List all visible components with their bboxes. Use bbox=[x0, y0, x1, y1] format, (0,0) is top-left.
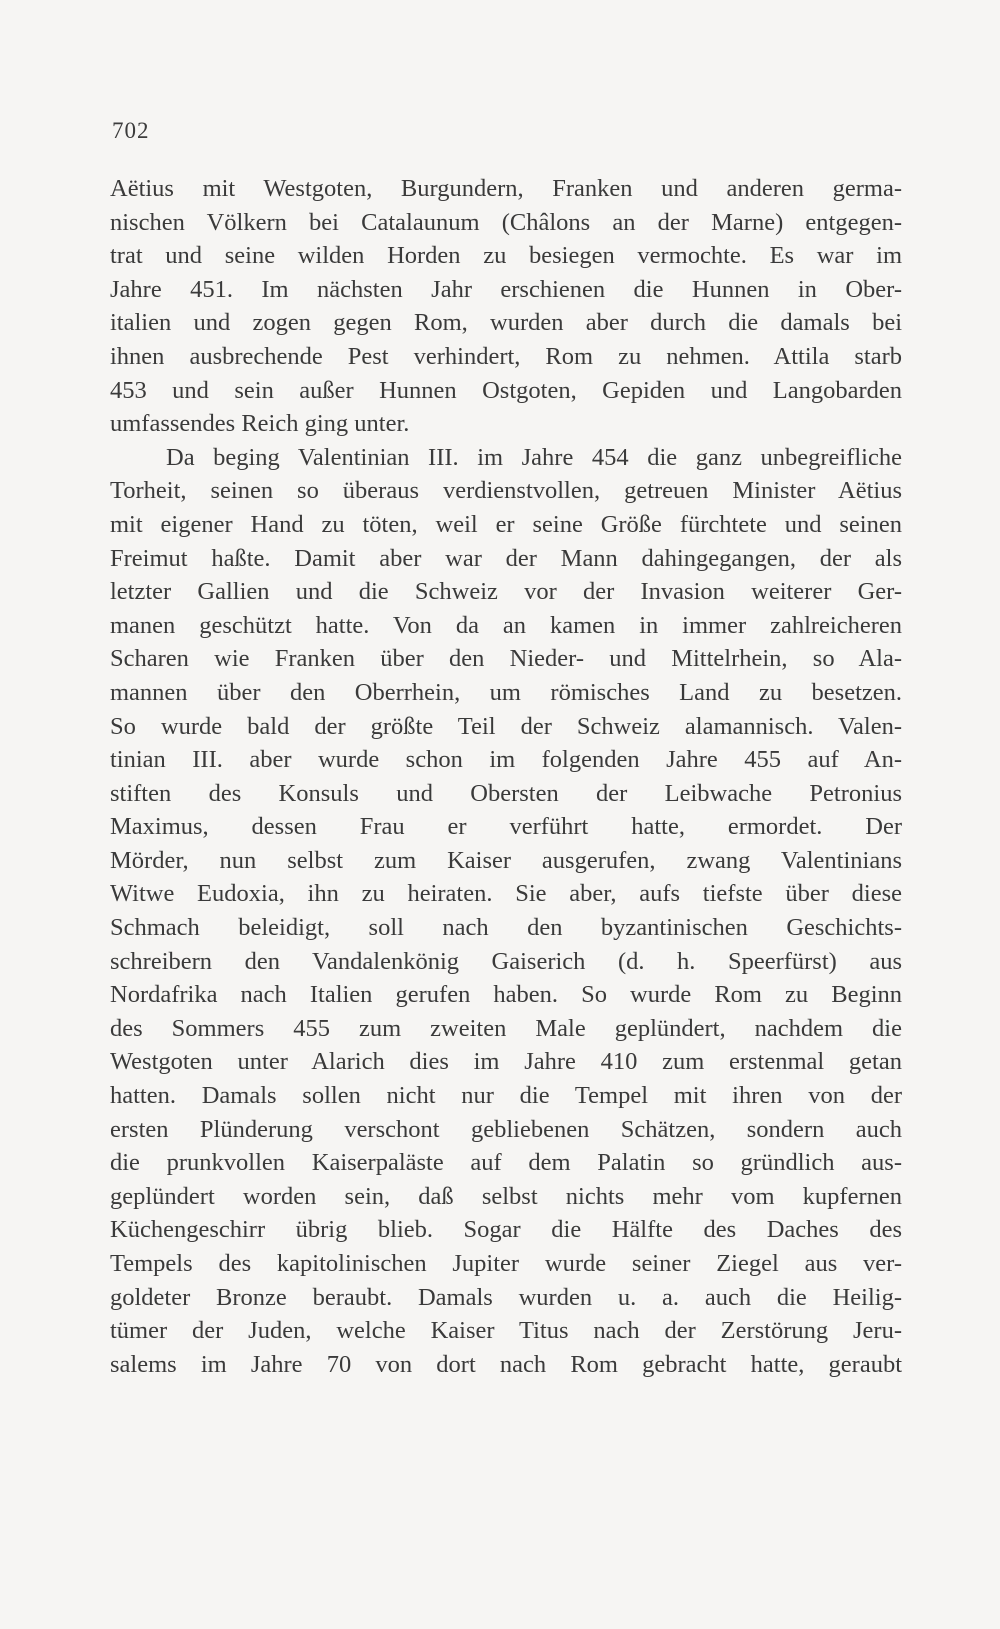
text-line: goldeter Bronze beraubt. Damals wurden u. a. auch die Heilig- bbox=[110, 1283, 902, 1311]
text-line: mannen über den Oberrhein, um römisches Land zu besetzen. bbox=[110, 678, 902, 706]
text-line: Freimut haßte. Damit aber war der Mann dahingegangen, der als bbox=[110, 544, 902, 572]
text-line: ersten Plünderung verschont gebliebenen Schätzen, sondern auch bbox=[110, 1115, 902, 1143]
text-line: schreibern den Vandalenkönig Gaiserich (d. h. Speerfürst) aus bbox=[110, 947, 902, 975]
text-line: Küchengeschirr übrig blieb. Sogar die Hälfte des Daches des bbox=[110, 1216, 902, 1244]
text-line: Tempels des kapitolinischen Jupiter wurde seiner Ziegel aus ver- bbox=[110, 1250, 902, 1277]
page-number: 702 bbox=[112, 118, 150, 143]
text-line: Westgoten unter Alarich dies im Jahre 410 zum erstenmal getan bbox=[110, 1048, 902, 1076]
text-line: mit eigener Hand zu töten, weil er seine Größe fürchtete und seinen bbox=[110, 510, 902, 538]
text-line: Scharen wie Franken über den Nieder- und Mittelrhein, so Ala- bbox=[110, 645, 902, 673]
text-line: Nordafrika nach Italien gerufen haben. So wurde Rom zu Beginn bbox=[110, 981, 902, 1009]
text-line: stiften des Konsuls und Obersten der Leibwache Petronius bbox=[110, 779, 902, 807]
text-line: Schmach beleidigt, soll nach den byzantinischen Geschichts- bbox=[110, 914, 902, 942]
text-line: hatten. Damals sollen nicht nur die Tempel mit ihren von der bbox=[110, 1082, 902, 1110]
text-line: 453 und sein außer Hunnen Ostgoten, Gepiden und Langobarden bbox=[110, 376, 902, 404]
text-line: des Sommers 455 zum zweiten Male geplündert, nachdem die bbox=[110, 1014, 902, 1042]
text-line: die prunkvollen Kaiserpaläste auf dem Palatin so gründlich aus- bbox=[110, 1149, 902, 1177]
text-line: Mörder, nun selbst zum Kaiser ausgerufen, zwang Valentinians bbox=[110, 846, 902, 874]
text-line: italien und zogen gegen Rom, wurden aber durch die damals bei bbox=[110, 309, 902, 337]
text-line: Witwe Eudoxia, ihn zu heiraten. Sie aber, aufs tiefste über diese bbox=[110, 880, 902, 908]
text-line: Torheit, seinen so überaus verdienstvollen, getreuen Minister Aëtius bbox=[110, 477, 902, 505]
text-line: Jahre 451. Im nächsten Jahr erschienen die Hunnen in Ober- bbox=[110, 275, 902, 303]
text-line: ihnen ausbrechende Pest verhindert, Rom zu nehmen. Attila starb bbox=[110, 342, 902, 370]
text-line: So wurde bald der größte Teil der Schweiz alamannisch. Valen- bbox=[110, 712, 902, 740]
text-line: geplündert worden sein, daß selbst nichts mehr vom kupfernen bbox=[110, 1182, 902, 1210]
body-text bbox=[110, 172, 902, 1381]
text-line: Aëtius mit Westgoten, Burgundern, Franken und anderen germa- bbox=[110, 175, 902, 202]
text-line: tinian III. aber wurde schon im folgenden Jahre 455 auf An- bbox=[110, 746, 902, 774]
text-line: manen geschützt hatte. Von da an kamen in immer zahlreicheren bbox=[110, 611, 902, 639]
text-line: salems im Jahre 70 von dort nach Rom gebracht hatte, geraubt bbox=[110, 1350, 902, 1378]
text-line: trat und seine wilden Horden zu besiegen vermochte. Es war im bbox=[110, 242, 902, 270]
text-line: tümer der Juden, welche Kaiser Titus nach der Zerstörung Jeru- bbox=[110, 1317, 902, 1345]
text-line: letzter Gallien und die Schweiz vor der Invasion weiterer Ger- bbox=[110, 578, 902, 606]
paragraph-end-line: umfassendes Reich ging unter. bbox=[110, 410, 410, 438]
text-line: nischen Völkern bei Catalaunum (Châlons an der Marne) entgegen- bbox=[110, 208, 902, 236]
text-line: Maximus, dessen Frau er verführt hatte, ermordet. Der bbox=[110, 813, 902, 841]
paragraph-start-line: Da beging Valentinian III. im Jahre 454 die ganz unbegreifliche bbox=[166, 443, 902, 471]
